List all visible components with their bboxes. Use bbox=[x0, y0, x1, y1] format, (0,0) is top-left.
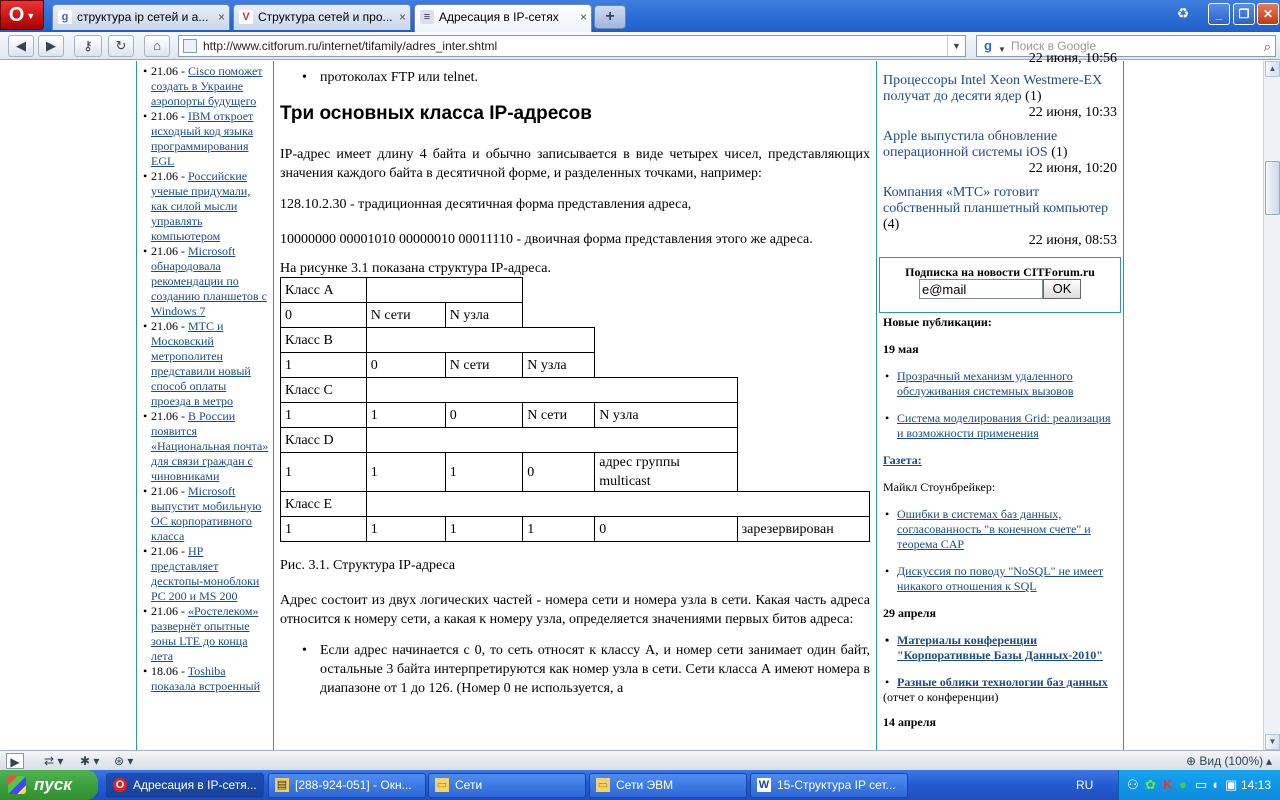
figure-intro: На рисунке 3.1 показана структура IP-адреса. bbox=[280, 261, 551, 276]
class-label: Класс B bbox=[281, 328, 367, 353]
back-arrow-icon: ◀ bbox=[16, 38, 26, 53]
right-news-link[interactable]: Процессоры Intel Xeon Westmere-EX получат до десяти ядер bbox=[883, 73, 1103, 104]
publication-item bbox=[883, 411, 1117, 441]
bit-cell: N сети bbox=[445, 353, 523, 378]
right-news-link[interactable]: Apple выпустила обновление операционной системы iOS bbox=[883, 129, 1058, 160]
zoom-icon: ⊕ bbox=[1186, 754, 1200, 768]
news-date: 18.06 - bbox=[151, 664, 188, 678]
publication-link[interactable]: Дискуссия по поводу "NoSQL" не имеет никакого отношения к SQL bbox=[897, 564, 1104, 593]
unite-icon[interactable]: ✱ ▾ bbox=[80, 754, 100, 768]
task-label: Сети bbox=[455, 778, 483, 792]
right-news-item bbox=[877, 185, 1123, 249]
right-news-item bbox=[877, 129, 1123, 177]
system-tray bbox=[1118, 770, 1280, 800]
news-link[interactable]: IBM откроет исходный код языка программирования EGL bbox=[151, 109, 254, 168]
news-date: 21.06 - bbox=[151, 109, 188, 123]
browser-status-bar bbox=[0, 750, 1280, 770]
news-link[interactable]: Microsoft выпустит мобильную ОС корпоративного класса bbox=[151, 484, 262, 543]
left-news-item bbox=[143, 169, 269, 244]
sync-icon[interactable]: ⇄ ▾ bbox=[44, 754, 64, 768]
news-link[interactable]: «Ростелеком» развернёт опытные зоны LTE до конца лета bbox=[151, 604, 259, 663]
tray-connection-icon[interactable]: ▣ bbox=[1225, 777, 1238, 792]
page-icon bbox=[183, 39, 197, 53]
language-indicator[interactable]: RU bbox=[1076, 778, 1094, 792]
task-label: Адресация в IP-сетя... bbox=[133, 778, 257, 792]
class-label-row bbox=[281, 428, 870, 453]
trash-icon[interactable]: ♻ bbox=[1176, 7, 1190, 22]
taskbar-item-word[interactable] bbox=[750, 773, 908, 798]
section-heading: Три основных класса IP-адресов bbox=[280, 103, 592, 124]
search-icon[interactable]: ⌕ bbox=[1263, 39, 1271, 54]
publication-item bbox=[883, 675, 1117, 705]
news-date: 21.06 - bbox=[151, 484, 188, 498]
start-label: пуск bbox=[34, 775, 72, 794]
email-field[interactable] bbox=[919, 279, 1043, 299]
scroll-down-arrow-icon[interactable]: ▼ bbox=[1265, 734, 1280, 750]
home-icon: ⌂ bbox=[153, 38, 161, 53]
scroll-thumb[interactable] bbox=[1265, 161, 1280, 215]
main-article bbox=[280, 61, 870, 750]
publications-date: 29 апреля bbox=[883, 606, 936, 620]
bit-cell: 0 bbox=[445, 403, 523, 428]
author-name: Майкл Стоунбрейкер: bbox=[883, 480, 996, 494]
task-label: 15-Структура IP сет... bbox=[777, 778, 896, 792]
reload-icon: ↻ bbox=[115, 38, 127, 53]
page-viewport bbox=[0, 51, 1263, 750]
bit-cell: 1 bbox=[445, 517, 523, 542]
bit-cell: 1 bbox=[281, 353, 367, 378]
publications-header: Новые публикации: bbox=[883, 315, 992, 329]
chevron-down-icon: ▼ bbox=[26, 10, 36, 21]
bit-cell: 1 bbox=[366, 403, 445, 428]
right-news-column bbox=[876, 51, 1124, 750]
bit-cell: N узла bbox=[523, 353, 595, 378]
table-spacer bbox=[366, 378, 737, 403]
search-placeholder: Поиск в Google bbox=[1011, 39, 1096, 53]
news-date: 21.06 - bbox=[151, 604, 188, 618]
right-news-title bbox=[883, 185, 1117, 233]
opera-icon: O bbox=[113, 778, 127, 792]
publication-link[interactable]: Система моделирования Grid: реализация и возможности применения bbox=[897, 411, 1111, 440]
url-field[interactable] bbox=[178, 35, 966, 57]
comment-count: (4) bbox=[883, 217, 900, 232]
close-tab-icon[interactable]: × bbox=[398, 10, 406, 24]
bit-cell: N сети bbox=[523, 403, 595, 428]
right-news-title bbox=[883, 129, 1117, 161]
chevron-down-icon[interactable]: ▼ bbox=[998, 45, 1006, 54]
paragraph-4: Адрес состоит из двух логических частей - номера сети и номера узла в сети. Какая часть адреса относится к номеру сети, а какая к номеру узла, определяется значениями первых битов адреса: bbox=[280, 593, 870, 627]
class-label-row bbox=[281, 328, 870, 353]
class-bits-row bbox=[281, 403, 870, 428]
publications-list bbox=[877, 315, 1123, 730]
taskbar-item-opera[interactable] bbox=[106, 773, 264, 798]
publication-item bbox=[883, 633, 1117, 663]
right-news-item bbox=[877, 51, 1123, 67]
table-spacer bbox=[366, 278, 523, 303]
news-link[interactable]: Microsoft обнародовала рекомендации по созданию планшетов с Windows 7 bbox=[151, 244, 267, 318]
restore-button[interactable]: ❐ bbox=[1233, 3, 1255, 25]
class-label: Класс C bbox=[281, 378, 367, 403]
news-date: 21.06 - bbox=[151, 244, 188, 258]
tab-network-structure[interactable] bbox=[233, 4, 411, 30]
news-date: 21.06 - bbox=[151, 64, 188, 78]
opera-menu-button[interactable] bbox=[0, 0, 44, 30]
subscribe-title: Подписка на новости CITForum.ru bbox=[905, 265, 1095, 279]
publication-link[interactable]: Ошибки в системах баз данных, согласованность "в конечном счете" и теорема CAP bbox=[897, 507, 1091, 551]
left-news-item bbox=[143, 484, 269, 544]
tray-update-icon[interactable]: ● bbox=[1179, 777, 1187, 792]
publications-date: 14 апреля bbox=[883, 715, 936, 729]
bit-cell: 1 bbox=[281, 403, 367, 428]
class-bits-row bbox=[281, 353, 870, 378]
left-news-item bbox=[143, 409, 269, 484]
bit-cell: N узла bbox=[595, 403, 737, 428]
right-news-date: 22 июня, 10:56 bbox=[1028, 51, 1117, 66]
tab-ip-addressing[interactable] bbox=[414, 4, 592, 32]
bit-cell: 1 bbox=[445, 453, 523, 492]
google-search-engine-icon[interactable]: g bbox=[980, 38, 996, 54]
bit-cell: 1 bbox=[523, 517, 595, 542]
publication-item bbox=[883, 564, 1117, 594]
url-text: http://www.citforum.ru/internet/tifamily/adres_inter.shtml bbox=[203, 39, 498, 53]
bit-cell: 0 bbox=[523, 453, 595, 492]
ip-class-table bbox=[280, 277, 870, 542]
windows-logo-icon bbox=[8, 776, 26, 794]
forward-arrow-icon: ▶ bbox=[46, 38, 56, 53]
back-button[interactable] bbox=[8, 35, 34, 57]
bit-cell: 0 bbox=[595, 517, 737, 542]
start-button[interactable] bbox=[0, 770, 98, 800]
left-news-item bbox=[143, 109, 269, 169]
close-tab-icon[interactable]: × bbox=[579, 10, 587, 24]
word-document-icon: W bbox=[758, 779, 770, 791]
publication-item bbox=[883, 507, 1117, 552]
chevron-down-icon[interactable]: ▼ bbox=[947, 36, 965, 56]
class-label-row bbox=[281, 278, 870, 303]
bit-cell: N узла bbox=[445, 303, 523, 328]
table-spacer bbox=[366, 492, 869, 517]
opera-logo-icon: O bbox=[8, 4, 25, 26]
news-date: 21.06 - bbox=[151, 544, 188, 558]
scroll-up-arrow-icon[interactable]: ▲ bbox=[1265, 61, 1280, 77]
news-link[interactable]: Cisco поможет создать в Украине аэропорты будущего bbox=[151, 64, 263, 108]
news-date: 21.06 - bbox=[151, 169, 188, 183]
left-news-item bbox=[143, 319, 269, 409]
windows-taskbar bbox=[0, 770, 1280, 800]
browser-tab-bar bbox=[0, 0, 1280, 32]
zoom-arrow-icon[interactable]: ▴ bbox=[1266, 754, 1273, 768]
page-scrollbar[interactable] bbox=[1263, 61, 1280, 750]
bit-cell: 1 bbox=[281, 517, 367, 542]
news-date: 21.06 - bbox=[151, 319, 188, 333]
close-window-button[interactable]: ✕ bbox=[1257, 3, 1279, 25]
left-news-item bbox=[143, 604, 269, 664]
figure-caption: Рис. 3.1. Структура IP-адреса bbox=[280, 558, 456, 573]
bit-cell: N сети bbox=[366, 303, 445, 328]
publications-date: 19 мая bbox=[883, 342, 919, 356]
right-news-date: 22 июня, 10:33 bbox=[1028, 105, 1117, 120]
comment-count: (1) bbox=[1021, 89, 1042, 104]
paragraph-1: IP-адрес имеет длину 4 байта и обычно записывается в виде четырех чисел, представляющих значения каждого байта в десятичной форме, и разделенных точками, например: bbox=[280, 147, 870, 181]
publication-link[interactable]: Разные облики технологии баз данных bbox=[897, 675, 1108, 689]
zoom-label: Вид (100%) bbox=[1199, 754, 1264, 768]
close-tab-icon[interactable]: × bbox=[217, 10, 225, 24]
turbo-icon[interactable]: ⊛ ▾ bbox=[114, 754, 134, 768]
gazeta-header bbox=[883, 453, 1117, 468]
bit-cell: 1 bbox=[366, 453, 445, 492]
news-link[interactable]: В России появится «Национальная почта» для связи граждан с чиновниками bbox=[151, 409, 269, 483]
site-favicon-icon: V bbox=[239, 10, 253, 24]
article-top-line: • протоколах FTP или telnet. bbox=[280, 68, 870, 87]
page-favicon-icon: ≡ bbox=[420, 10, 434, 24]
left-news-item bbox=[143, 244, 269, 319]
taskbar-item-folder-seti-evm[interactable] bbox=[589, 773, 747, 798]
task-label: Сети ЭВМ bbox=[616, 778, 674, 792]
panel-toggle-button[interactable] bbox=[6, 753, 24, 769]
reload-button[interactable] bbox=[108, 35, 134, 57]
class-bits-row bbox=[281, 453, 870, 492]
bit-cell: 1 bbox=[366, 517, 445, 542]
publication-item bbox=[883, 369, 1117, 399]
tab-label: структура ip сетей и а... bbox=[77, 10, 209, 24]
tab-label: Структура сетей и про... bbox=[258, 10, 393, 24]
news-date: 21.06 - bbox=[151, 409, 188, 423]
paragraph-2: 128.10.2.30 - традиционная десятичная форма представления адреса, bbox=[280, 197, 692, 212]
google-favicon-icon: g bbox=[58, 10, 72, 24]
taskbar-item-icq[interactable] bbox=[268, 773, 426, 798]
key-icon: ⚷ bbox=[83, 38, 93, 53]
bit-cell: адрес группы multicast bbox=[595, 453, 737, 492]
tray-clock[interactable]: 14:13 bbox=[1241, 778, 1272, 792]
forward-button[interactable] bbox=[38, 35, 64, 57]
right-news-title bbox=[883, 73, 1117, 105]
new-tab-button[interactable]: + bbox=[594, 5, 626, 29]
bit-cell: зарезервирован bbox=[737, 517, 869, 542]
class-bits-row bbox=[281, 303, 870, 328]
comment-count: (1) bbox=[1047, 145, 1068, 160]
publication-link[interactable]: Материалы конференции "Корпоративные Базы Данных-2010" bbox=[897, 633, 1103, 662]
left-news-item bbox=[143, 544, 269, 604]
bit-cell: 1 bbox=[281, 453, 367, 492]
right-news-date: 22 июня, 08:53 bbox=[1028, 233, 1117, 248]
right-news-item bbox=[877, 73, 1123, 121]
play-icon: ▶ bbox=[10, 755, 20, 769]
folder-icon: ▭ bbox=[436, 779, 448, 791]
news-link[interactable]: Toshiba показала встроенный bbox=[151, 664, 260, 693]
tray-display-icon[interactable]: ▭ bbox=[1195, 777, 1208, 792]
zoom-control[interactable] bbox=[1186, 753, 1263, 769]
class-bits-row bbox=[281, 517, 870, 542]
publication-note: (отчет о конференции) bbox=[883, 690, 999, 704]
class-label: Класс A bbox=[281, 278, 367, 303]
bit-cell: 0 bbox=[366, 353, 445, 378]
tray-antivirus-icon[interactable]: K bbox=[1163, 777, 1173, 792]
taskbar-item-folder-seti[interactable] bbox=[428, 773, 586, 798]
task-label: [288-924-051] - Окн... bbox=[295, 778, 412, 792]
home-button[interactable] bbox=[144, 35, 170, 57]
class-label: Класс D bbox=[281, 428, 367, 453]
news-link[interactable]: HP представляет десктопы-моноблоки PC 200 и MS 200 bbox=[151, 544, 260, 603]
subscribe-ok-button[interactable]: OK bbox=[1043, 279, 1081, 299]
paragraph-3: 10000000 00001010 00000010 00011110 - двоичная форма представления этого же адреса. bbox=[280, 232, 813, 247]
minimize-button[interactable]: _ bbox=[1208, 3, 1230, 25]
table-spacer bbox=[366, 428, 737, 453]
left-news-item bbox=[143, 64, 269, 109]
news-link[interactable]: МТС и Московский метрополитен представили новый способ оплаты проезда в метро bbox=[151, 319, 251, 408]
wand-button[interactable] bbox=[74, 35, 102, 57]
class-label-row bbox=[281, 492, 870, 517]
folder-icon: ▭ bbox=[597, 779, 609, 791]
left-news-column bbox=[137, 61, 274, 750]
tray-volume-icon[interactable]: ◖ bbox=[1211, 777, 1219, 792]
tab-google-search[interactable] bbox=[52, 4, 230, 30]
right-news-date: 22 июня, 10:20 bbox=[1028, 161, 1117, 176]
chat-window-icon: ▤ bbox=[276, 779, 288, 791]
class-label-row bbox=[281, 378, 870, 403]
tab-label: Адресация в IP-сетях bbox=[439, 10, 559, 24]
table-spacer bbox=[366, 328, 594, 353]
bit-cell: 0 bbox=[281, 303, 367, 328]
bullet-class-a: • Если адрес начинается с 0, то сеть относят к классу А, и номер сети занимает один байт, остальные 3 байта интерпретируются как номер узла в сети. Сети класса А имеют номера в диапазоне от 1 до 126. (Номер 0 не используется, а bbox=[280, 641, 870, 698]
news-link[interactable]: Российские ученые придумали, как силой мысли управлять компьютером bbox=[151, 169, 251, 243]
tray-icq-icon[interactable]: ✿ bbox=[1145, 777, 1156, 792]
tray-network-icon[interactable]: ⚇ bbox=[1127, 777, 1139, 792]
gazeta-link[interactable]: Газета: bbox=[883, 453, 922, 467]
publication-link[interactable]: Прозрачный механизм удаленного обслуживания системных вызовов bbox=[897, 369, 1074, 398]
right-news-link[interactable]: Компания «МТС» готовит собственный планшетный компьютер bbox=[883, 185, 1109, 216]
subscribe-box bbox=[879, 257, 1121, 313]
class-label: Класс E bbox=[281, 492, 367, 517]
left-news-item bbox=[143, 664, 269, 694]
